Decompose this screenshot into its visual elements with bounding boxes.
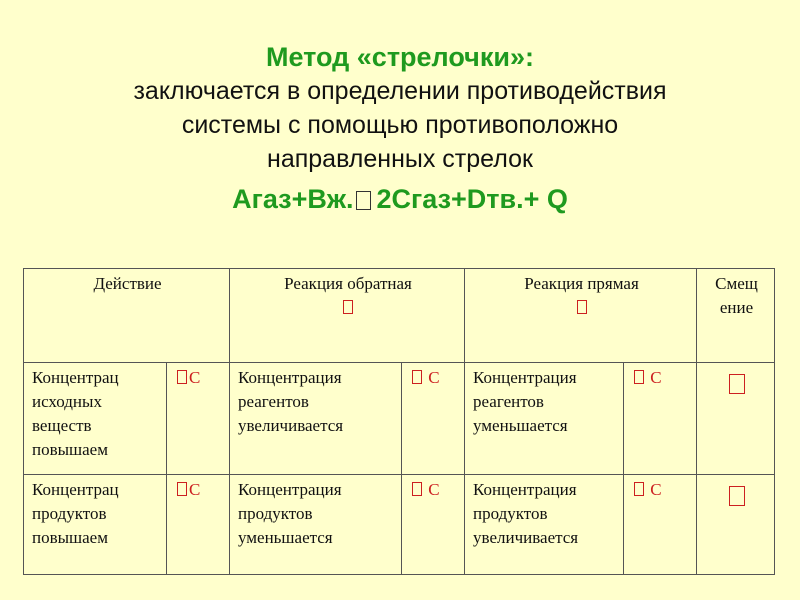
row2-forward-line: продуктов [473, 504, 548, 523]
up-arrow-icon [177, 370, 187, 384]
header-reverse [230, 269, 465, 363]
row2-action-line: продуктов [32, 504, 107, 523]
forward-arrow-icon [577, 300, 587, 314]
mark-letter: C [650, 368, 662, 387]
row1-reverse-line: Концентрация [238, 368, 342, 387]
row1-action [24, 363, 167, 475]
header-forward [465, 269, 697, 363]
header-reverse-label: Реакция обратная [284, 274, 412, 293]
row2-forward-mark [624, 475, 697, 575]
header-action-label: Действие [93, 274, 162, 293]
reaction-equation [0, 182, 800, 216]
row2-action-line: повышаем [32, 528, 108, 547]
equation-right: 2Cгаз+Dтв.+ Q [376, 184, 568, 214]
table-row [24, 363, 775, 475]
shift-right-arrow-icon [729, 374, 745, 394]
row1-reverse-line: увеличивается [238, 416, 344, 435]
table-row [24, 475, 775, 575]
table-header-row [24, 269, 775, 363]
reverse-arrow-icon [343, 300, 353, 314]
up-arrow-icon [177, 482, 187, 496]
row1-forward-mark [624, 363, 697, 475]
header-shift-line2: ение [719, 298, 754, 317]
row2-forward [465, 475, 624, 575]
row1-forward-line: реагентов [473, 392, 544, 411]
row2-action-line: Концентрац [32, 480, 119, 499]
row2-forward-line: увеличивается [473, 528, 579, 547]
row1-forward [465, 363, 624, 475]
header-action [24, 269, 230, 363]
subtitle-line-3: направленных стрелок [267, 145, 533, 173]
row2-reverse-mark [402, 475, 465, 575]
reversible-arrow-icon [356, 191, 371, 210]
equation-left: Aгаз+Bж. [232, 184, 354, 214]
mark-letter: C [428, 480, 440, 499]
row2-reverse [230, 475, 402, 575]
method-table [23, 268, 774, 575]
up-arrow-icon [412, 370, 422, 384]
row1-forward-line: уменьшается [473, 416, 568, 435]
mark-letter: C [428, 368, 440, 387]
row1-action-mark [167, 363, 230, 475]
row2-reverse-line: уменьшается [238, 528, 333, 547]
row2-reverse-line: продуктов [238, 504, 313, 523]
up-arrow-icon [634, 482, 644, 496]
subtitle-line-2: системы с помощью противоположно [181, 111, 619, 139]
row2-forward-line: Концентрация [473, 480, 577, 499]
row1-reverse [230, 363, 402, 475]
header-shift-line1: Смещ [715, 274, 758, 293]
row1-action-line: исходных [32, 392, 102, 411]
shift-left-arrow-icon [729, 486, 745, 506]
row1-reverse-mark [402, 363, 465, 475]
header [0, 40, 800, 216]
subtitle-line-1: заключается в определении противодействия [133, 77, 667, 105]
row2-reverse-line: Концентрация [238, 480, 342, 499]
header-forward-label: Реакция прямая [524, 274, 639, 293]
row2-action-mark [167, 475, 230, 575]
mark-letter: C [189, 368, 201, 387]
header-shift [697, 269, 775, 363]
row1-action-line: Концентрац [32, 368, 119, 387]
row1-shift [697, 363, 775, 475]
mark-letter: C [650, 480, 662, 499]
down-arrow-icon [634, 370, 644, 384]
row1-forward-line: Концентрация [473, 368, 577, 387]
down-arrow-icon [412, 482, 422, 496]
page-title: Метод «стрелочки»: [266, 42, 534, 72]
row2-shift [697, 475, 775, 575]
row2-action [24, 475, 167, 575]
mark-letter: C [189, 480, 201, 499]
row1-action-line: веществ [32, 416, 92, 435]
row1-reverse-line: реагентов [238, 392, 309, 411]
row1-action-line: повышаем [32, 440, 108, 459]
